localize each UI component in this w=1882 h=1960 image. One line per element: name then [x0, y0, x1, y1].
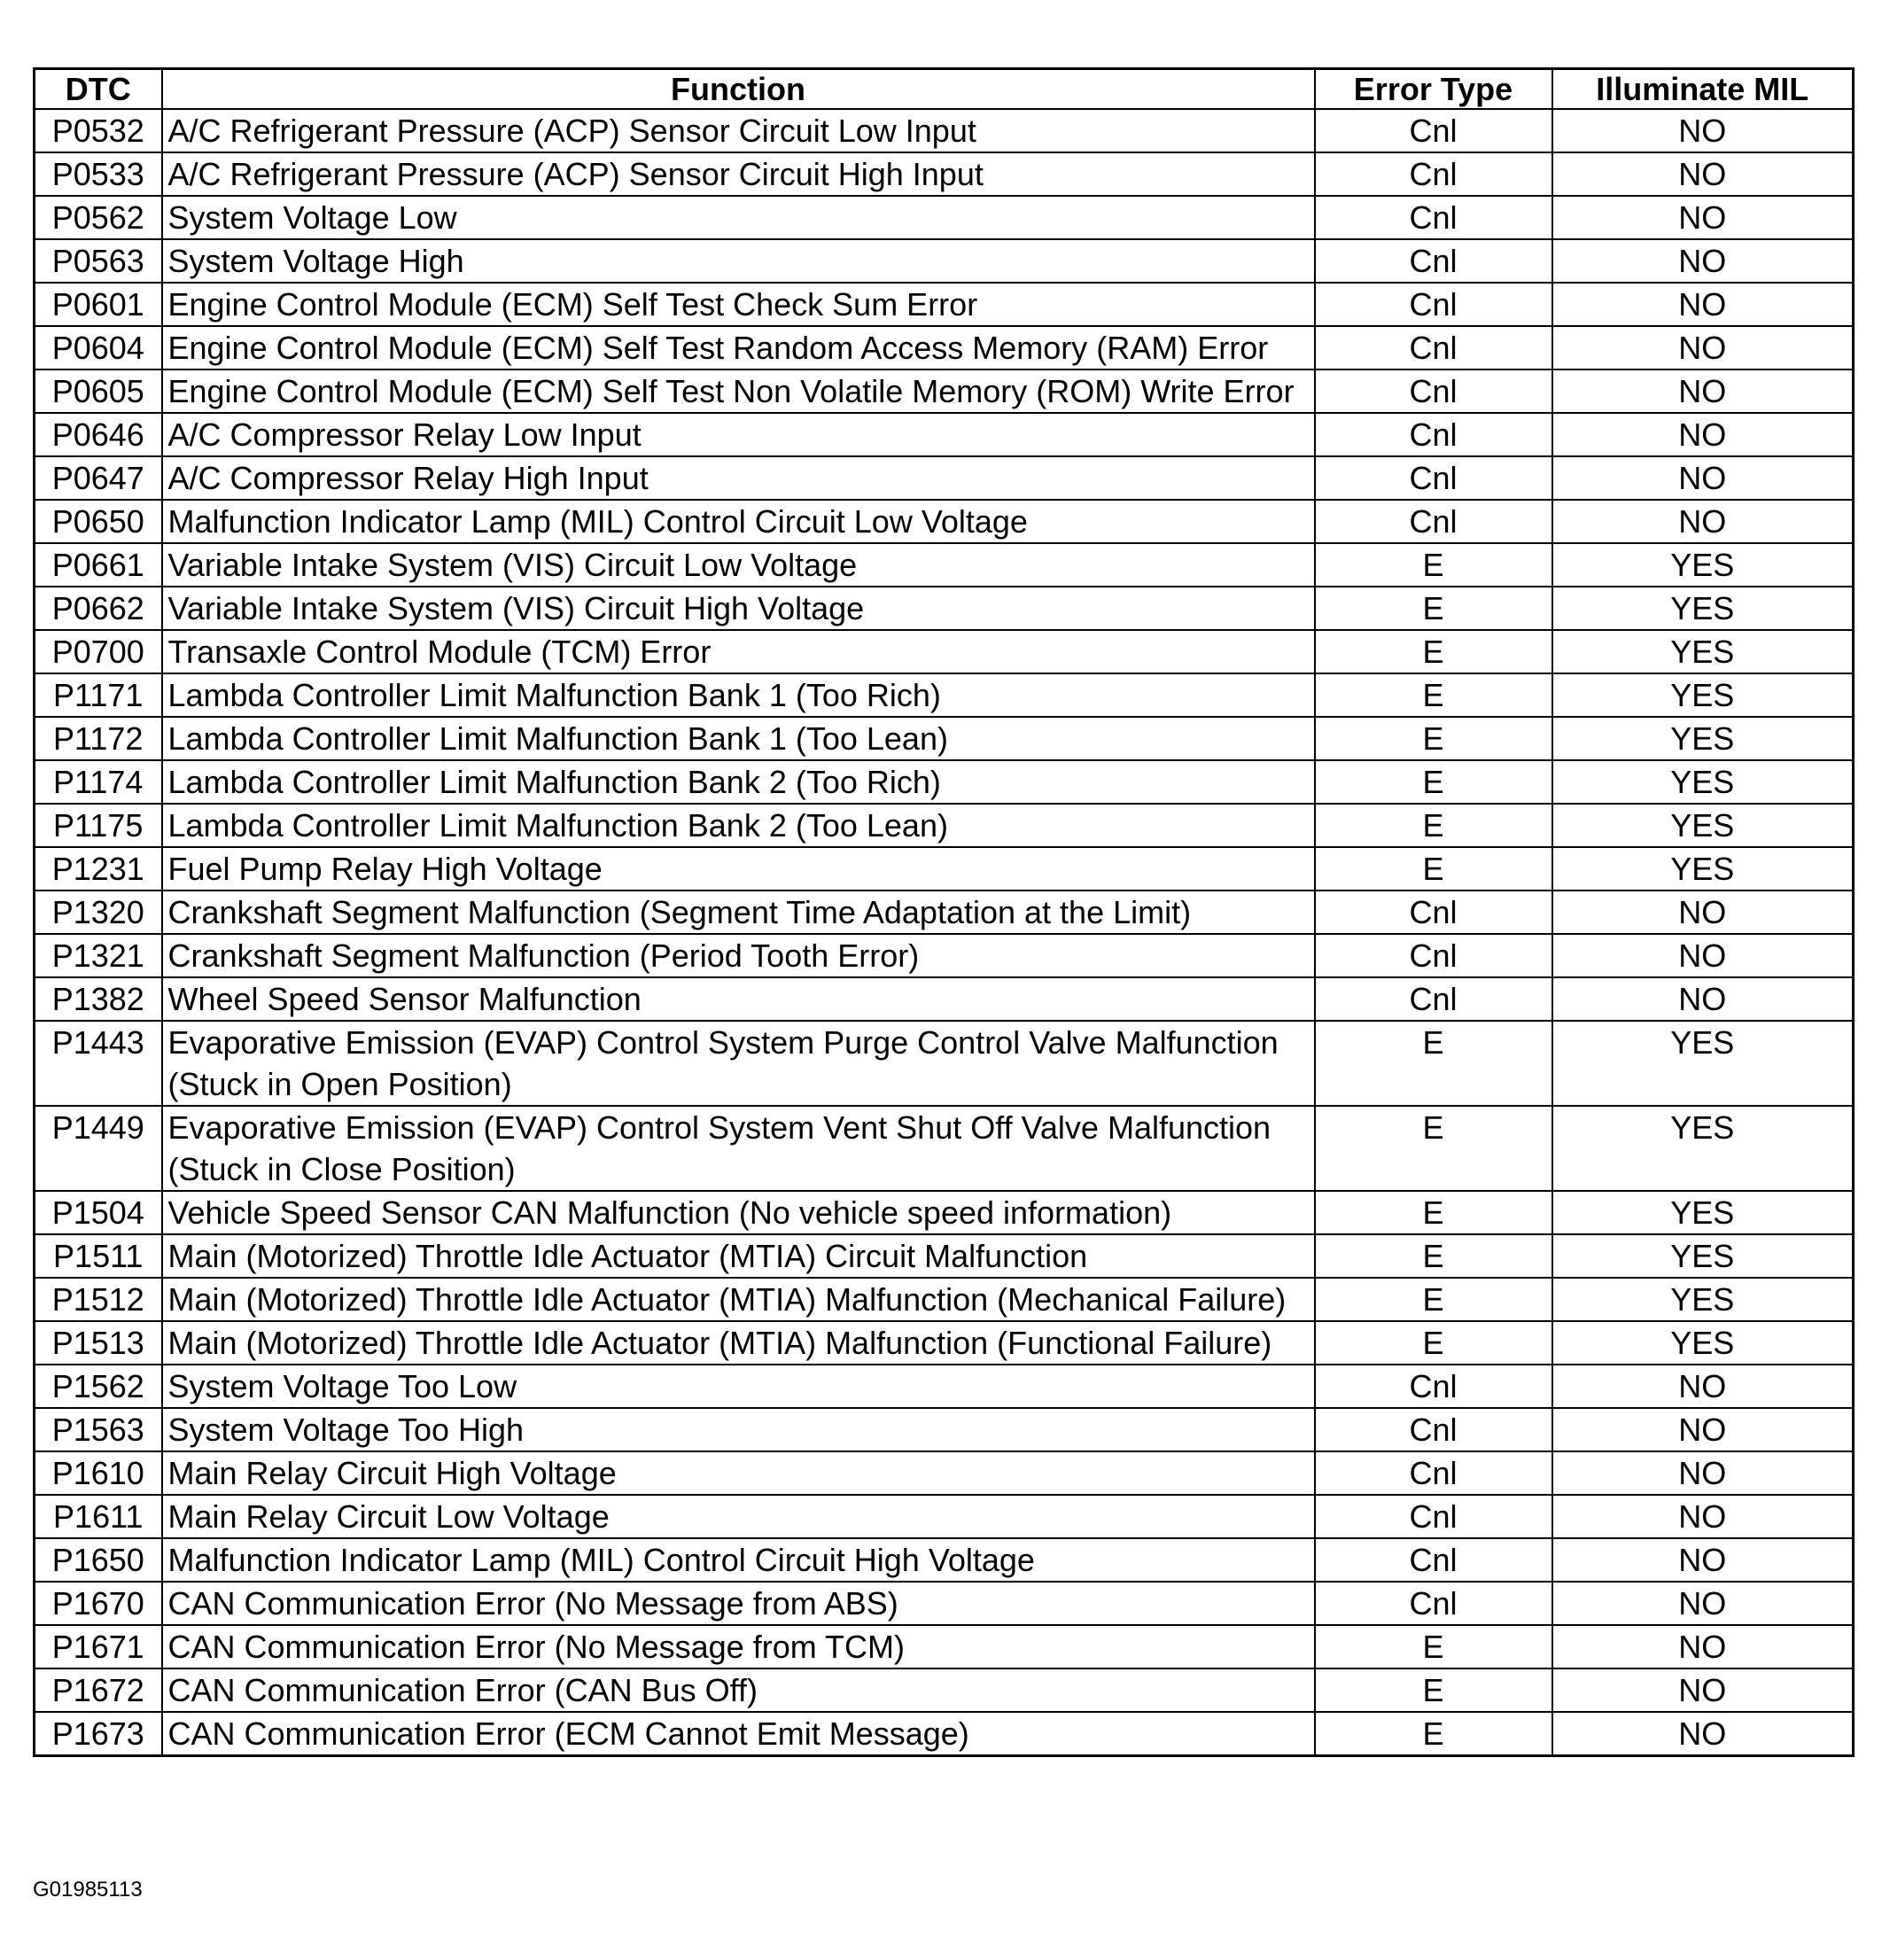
error-type-cell: Cnl: [1315, 1495, 1552, 1538]
table-row: [35, 717, 1854, 760]
error-type-cell: E: [1315, 1321, 1552, 1365]
dtc-cell: P1171: [35, 673, 162, 717]
mil-cell: NO: [1552, 413, 1854, 456]
table-row: [35, 1408, 1854, 1451]
table-row: [35, 369, 1854, 413]
function-cell: CAN Communication Error (CAN Bus Off): [162, 1668, 1315, 1712]
dtc-cell: P1320: [35, 891, 162, 934]
mil-cell: YES: [1552, 1278, 1854, 1321]
dtc-cell: P0700: [35, 630, 162, 673]
function-cell: Fuel Pump Relay High Voltage: [162, 847, 1315, 891]
function-cell: System Voltage High: [162, 239, 1315, 283]
function-cell: Main (Motorized) Throttle Idle Actuator (MTIA) Malfunction (Mechanical Failure): [162, 1278, 1315, 1321]
mil-cell: NO: [1552, 500, 1854, 543]
table-row: [35, 630, 1854, 673]
mil-cell: NO: [1552, 152, 1854, 196]
table-row: [35, 1668, 1854, 1712]
dtc-cell: P1650: [35, 1538, 162, 1582]
mil-cell: NO: [1552, 239, 1854, 283]
dtc-cell: P1172: [35, 717, 162, 760]
table-row: [35, 1191, 1854, 1234]
error-type-cell: Cnl: [1315, 196, 1552, 239]
table-row: [35, 1021, 1854, 1106]
mil-cell: NO: [1552, 283, 1854, 326]
function-cell: Lambda Controller Limit Malfunction Bank 1 (Too Lean): [162, 717, 1315, 760]
dtc-cell: P1672: [35, 1668, 162, 1712]
function-cell: A/C Compressor Relay Low Input: [162, 413, 1315, 456]
error-type-cell: Cnl: [1315, 283, 1552, 326]
table-row: [35, 804, 1854, 847]
error-type-cell: Cnl: [1315, 977, 1552, 1021]
error-type-cell: E: [1315, 673, 1552, 717]
dtc-cell: P1670: [35, 1582, 162, 1625]
mil-cell: NO: [1552, 456, 1854, 500]
dtc-cell: P1562: [35, 1365, 162, 1408]
function-cell: Wheel Speed Sensor Malfunction: [162, 977, 1315, 1021]
error-type-cell: Cnl: [1315, 1365, 1552, 1408]
function-cell: Variable Intake System (VIS) Circuit High Voltage: [162, 587, 1315, 630]
function-cell: A/C Compressor Relay High Input: [162, 456, 1315, 500]
function-cell: Transaxle Control Module (TCM) Error: [162, 630, 1315, 673]
error-type-cell: Cnl: [1315, 1582, 1552, 1625]
mil-cell: YES: [1552, 717, 1854, 760]
table-row: [35, 587, 1854, 630]
dtc-cell: P0533: [35, 152, 162, 196]
error-type-cell: Cnl: [1315, 1538, 1552, 1582]
dtc-cell: P1563: [35, 1408, 162, 1451]
error-type-cell: Cnl: [1315, 1451, 1552, 1495]
mil-cell: YES: [1552, 760, 1854, 804]
mil-cell: YES: [1552, 630, 1854, 673]
function-cell: Main Relay Circuit High Voltage: [162, 1451, 1315, 1495]
mil-cell: YES: [1552, 1021, 1854, 1106]
table-row: [35, 1106, 1854, 1191]
function-cell: Lambda Controller Limit Malfunction Bank 1 (Too Rich): [162, 673, 1315, 717]
error-type-cell: Cnl: [1315, 456, 1552, 500]
table-row: [35, 500, 1854, 543]
error-type-cell: E: [1315, 1234, 1552, 1278]
mil-cell: YES: [1552, 1321, 1854, 1365]
error-type-cell: E: [1315, 847, 1552, 891]
error-type-cell: E: [1315, 1625, 1552, 1668]
error-type-cell: E: [1315, 804, 1552, 847]
dtc-cell: P1449: [35, 1106, 162, 1191]
dtc-cell: P1610: [35, 1451, 162, 1495]
error-type-cell: Cnl: [1315, 239, 1552, 283]
error-type-cell: Cnl: [1315, 413, 1552, 456]
table-row: [35, 1234, 1854, 1278]
error-type-cell: Cnl: [1315, 891, 1552, 934]
dtc-cell: P0647: [35, 456, 162, 500]
function-cell: System Voltage Too Low: [162, 1365, 1315, 1408]
table-row: [35, 977, 1854, 1021]
table-row: [35, 1278, 1854, 1321]
dtc-cell: P1671: [35, 1625, 162, 1668]
table-row: [35, 1625, 1854, 1668]
table-row: [35, 891, 1854, 934]
dtc-cell: P1231: [35, 847, 162, 891]
dtc-cell: P0662: [35, 587, 162, 630]
table-row: [35, 456, 1854, 500]
error-type-cell: Cnl: [1315, 500, 1552, 543]
function-cell: Engine Control Module (ECM) Self Test Check Sum Error: [162, 283, 1315, 326]
header-illuminate-mil: Illuminate MIL: [1552, 69, 1854, 110]
header-dtc: DTC: [35, 69, 162, 110]
function-cell: Engine Control Module (ECM) Self Test Non Volatile Memory (ROM) Write Error: [162, 369, 1315, 413]
dtc-table: [33, 67, 1855, 1757]
table-row: [35, 543, 1854, 587]
dtc-cell: P1504: [35, 1191, 162, 1234]
table-row: [35, 847, 1854, 891]
error-type-cell: E: [1315, 630, 1552, 673]
mil-cell: YES: [1552, 804, 1854, 847]
error-type-cell: E: [1315, 1668, 1552, 1712]
function-cell: System Voltage Low: [162, 196, 1315, 239]
error-type-cell: E: [1315, 543, 1552, 587]
table-row: [35, 1538, 1854, 1582]
mil-cell: NO: [1552, 1668, 1854, 1712]
error-type-cell: Cnl: [1315, 326, 1552, 369]
table-row: [35, 934, 1854, 977]
table-row: [35, 109, 1854, 152]
mil-cell: NO: [1552, 1625, 1854, 1668]
dtc-cell: P1382: [35, 977, 162, 1021]
mil-cell: NO: [1552, 1365, 1854, 1408]
mil-cell: NO: [1552, 934, 1854, 977]
function-cell: Main (Motorized) Throttle Idle Actuator (MTIA) Circuit Malfunction: [162, 1234, 1315, 1278]
dtc-cell: P0604: [35, 326, 162, 369]
mil-cell: NO: [1552, 196, 1854, 239]
dtc-cell: P1511: [35, 1234, 162, 1278]
function-cell: A/C Refrigerant Pressure (ACP) Sensor Circuit High Input: [162, 152, 1315, 196]
function-cell: Vehicle Speed Sensor CAN Malfunction (No vehicle speed information): [162, 1191, 1315, 1234]
dtc-cell: P1443: [35, 1021, 162, 1106]
function-cell: Crankshaft Segment Malfunction (Period Tooth Error): [162, 934, 1315, 977]
mil-cell: YES: [1552, 1106, 1854, 1191]
header-row: [35, 69, 1854, 110]
function-cell: Malfunction Indicator Lamp (MIL) Control Circuit High Voltage: [162, 1538, 1315, 1582]
function-cell: System Voltage Too High: [162, 1408, 1315, 1451]
mil-cell: NO: [1552, 1408, 1854, 1451]
dtc-cell: P0605: [35, 369, 162, 413]
function-cell: Lambda Controller Limit Malfunction Bank 2 (Too Rich): [162, 760, 1315, 804]
error-type-cell: Cnl: [1315, 109, 1552, 152]
mil-cell: NO: [1552, 109, 1854, 152]
figure-id: G01985113: [33, 1878, 143, 1902]
dtc-cell: P1673: [35, 1712, 162, 1756]
error-type-cell: E: [1315, 1278, 1552, 1321]
error-type-cell: E: [1315, 760, 1552, 804]
function-cell: Evaporative Emission (EVAP) Control System Purge Control Valve Malfunction (Stuck in Open Position): [162, 1021, 1315, 1106]
mil-cell: NO: [1552, 1451, 1854, 1495]
table-row: [35, 152, 1854, 196]
function-cell: Main (Motorized) Throttle Idle Actuator (MTIA) Malfunction (Functional Failure): [162, 1321, 1315, 1365]
function-cell: Evaporative Emission (EVAP) Control System Vent Shut Off Valve Malfunction (Stuck in Close Position): [162, 1106, 1315, 1191]
error-type-cell: E: [1315, 717, 1552, 760]
dtc-cell: P1611: [35, 1495, 162, 1538]
error-type-cell: Cnl: [1315, 152, 1552, 196]
table-row: [35, 1451, 1854, 1495]
error-type-cell: Cnl: [1315, 1408, 1552, 1451]
function-cell: Malfunction Indicator Lamp (MIL) Control Circuit Low Voltage: [162, 500, 1315, 543]
function-cell: CAN Communication Error (No Message from ABS): [162, 1582, 1315, 1625]
dtc-cell: P0650: [35, 500, 162, 543]
table-row: [35, 1495, 1854, 1538]
table-row: [35, 239, 1854, 283]
table-row: [35, 1321, 1854, 1365]
mil-cell: NO: [1552, 1538, 1854, 1582]
function-cell: Main Relay Circuit Low Voltage: [162, 1495, 1315, 1538]
table-row: [35, 1712, 1854, 1756]
mil-cell: NO: [1552, 891, 1854, 934]
function-cell: A/C Refrigerant Pressure (ACP) Sensor Circuit Low Input: [162, 109, 1315, 152]
mil-cell: NO: [1552, 1582, 1854, 1625]
dtc-cell: P0532: [35, 109, 162, 152]
function-cell: Crankshaft Segment Malfunction (Segment Time Adaptation at the Limit): [162, 891, 1315, 934]
error-type-cell: Cnl: [1315, 369, 1552, 413]
dtc-cell: P1512: [35, 1278, 162, 1321]
table-row: [35, 760, 1854, 804]
dtc-cell: P0601: [35, 283, 162, 326]
function-cell: Lambda Controller Limit Malfunction Bank 2 (Too Lean): [162, 804, 1315, 847]
mil-cell: YES: [1552, 1191, 1854, 1234]
header-error-type: Error Type: [1315, 69, 1552, 110]
table-body: [35, 109, 1854, 1756]
dtc-cell: P1175: [35, 804, 162, 847]
mil-cell: NO: [1552, 1712, 1854, 1756]
dtc-cell: P0646: [35, 413, 162, 456]
function-cell: CAN Communication Error (No Message from TCM): [162, 1625, 1315, 1668]
table-row: [35, 1582, 1854, 1625]
error-type-cell: E: [1315, 587, 1552, 630]
header-function: Function: [162, 69, 1315, 110]
mil-cell: YES: [1552, 543, 1854, 587]
function-cell: Variable Intake System (VIS) Circuit Low Voltage: [162, 543, 1315, 587]
error-type-cell: E: [1315, 1712, 1552, 1756]
mil-cell: YES: [1552, 1234, 1854, 1278]
table-row: [35, 326, 1854, 369]
dtc-cell: P1513: [35, 1321, 162, 1365]
table-row: [35, 673, 1854, 717]
mil-cell: YES: [1552, 673, 1854, 717]
table-row: [35, 413, 1854, 456]
mil-cell: NO: [1552, 369, 1854, 413]
error-type-cell: E: [1315, 1191, 1552, 1234]
dtc-cell: P0562: [35, 196, 162, 239]
error-type-cell: Cnl: [1315, 934, 1552, 977]
mil-cell: NO: [1552, 1495, 1854, 1538]
table-row: [35, 196, 1854, 239]
dtc-cell: P1321: [35, 934, 162, 977]
error-type-cell: E: [1315, 1021, 1552, 1106]
mil-cell: YES: [1552, 587, 1854, 630]
mil-cell: YES: [1552, 847, 1854, 891]
dtc-cell: P1174: [35, 760, 162, 804]
function-cell: CAN Communication Error (ECM Cannot Emit Message): [162, 1712, 1315, 1756]
mil-cell: NO: [1552, 977, 1854, 1021]
mil-cell: NO: [1552, 326, 1854, 369]
dtc-cell: P0661: [35, 543, 162, 587]
table-row: [35, 1365, 1854, 1408]
error-type-cell: E: [1315, 1106, 1552, 1191]
dtc-cell: P0563: [35, 239, 162, 283]
function-cell: Engine Control Module (ECM) Self Test Random Access Memory (RAM) Error: [162, 326, 1315, 369]
table-row: [35, 283, 1854, 326]
